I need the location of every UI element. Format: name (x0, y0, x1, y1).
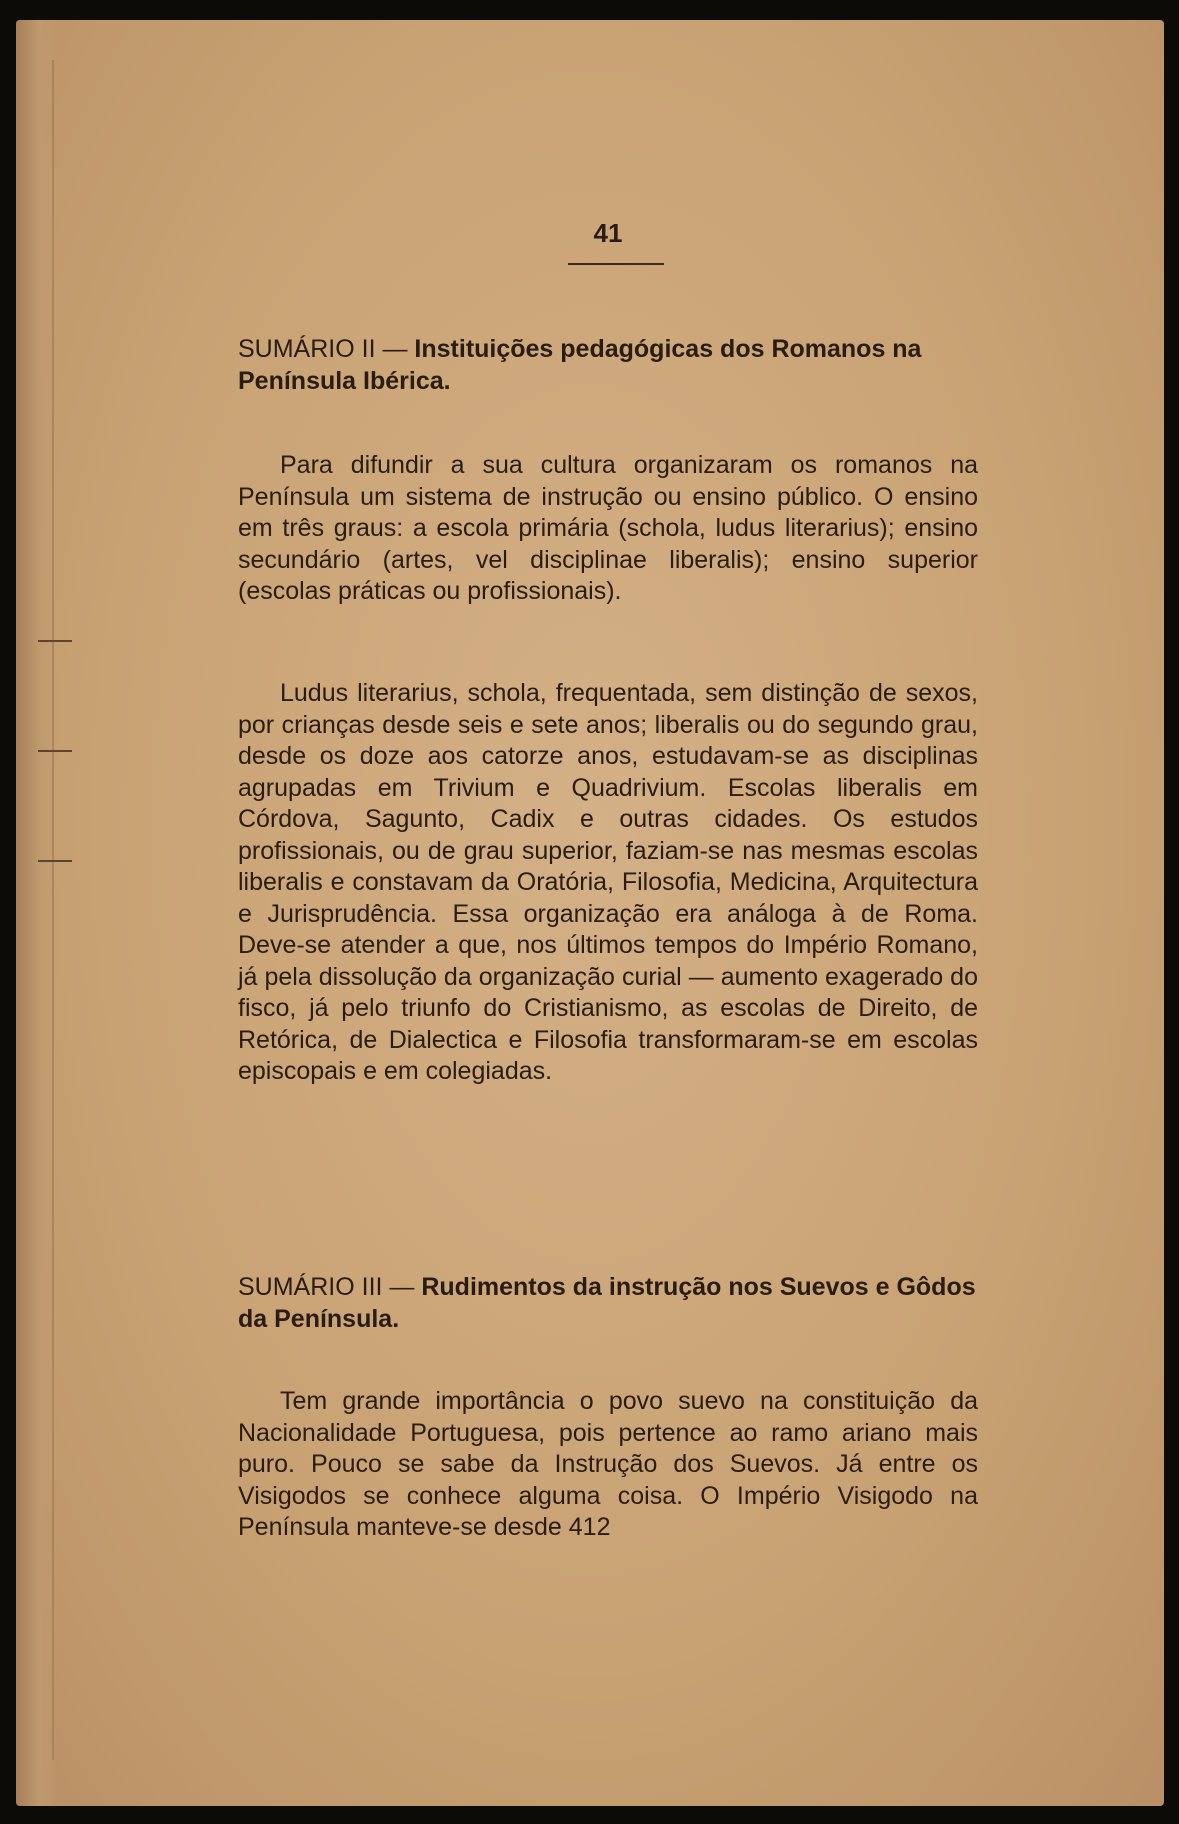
paragraph: Ludus literarius, schola, frequentada, sem distinção de sexos, por crianças desde seis e sete anos; liberalis ou do segundo grau, desde os doze aos catorze anos, estudavam-se as disciplinas agrupadas em Trivium e Quadrivium. Escolas liberalis em Córdova, Sagunto, Cadix e outras cidades. Os estudos profissionais, ou de grau superior, faziam-se nas mesmas escolas liberalis e constavam da Oratória, Filosofia, Medicina, Arquitectura e Jurisprudência. Essa organização era análoga à de Roma. Deve-se atender a que, nos últimos tempos do Império Romano, já pela dissolução da organização curial — aumento exagerado do fisco, já pelo triunfo do Cristianismo, as escolas de Direito, de Retórica, de Dialectica e Filosofia transformaram-se em escolas episcopais e em colegiadas. (238, 679, 978, 1085)
section-title: Instituições pedagógicas dos Romanos na Península Ibérica. (238, 335, 922, 395)
section-title: Rudimentos da instrução nos Suevos e Gôdos da Península. (238, 1273, 976, 1333)
page-gutter (16, 20, 56, 1806)
page-number: 41 (593, 218, 623, 248)
paragraph: Para difundir a sua cultura organizaram os romanos na Península um sistema de instrução ou ensino público. O ensino em três graus: a escola primária (schola, ludus literarius); ensino secundário (artes, vel disciplinae liberalis); ensino superior (escolas práticas ou profissionais). (238, 451, 978, 605)
section-heading (238, 1272, 978, 1335)
page-number-rule (568, 263, 664, 265)
section-label: SUMÁRIO II — (238, 335, 408, 363)
margin-tick (38, 640, 72, 642)
section-heading (238, 334, 978, 397)
book-page (16, 20, 1164, 1806)
paragraph: Tem grande importância o povo suevo na constituição da Nacionalidade Portuguesa, pois pertence ao ramo ariano mais puro. Pouco se sabe da Instrução dos Suevos. Já entre os Visigodos se conhece alguma coisa. O Império Visigodo na Península manteve-se desde 412 (238, 1387, 978, 1541)
margin-tick (38, 750, 72, 752)
margin-tick (38, 860, 72, 862)
section-label: SUMÁRIO III — (238, 1273, 415, 1301)
page-fold (52, 60, 54, 1760)
